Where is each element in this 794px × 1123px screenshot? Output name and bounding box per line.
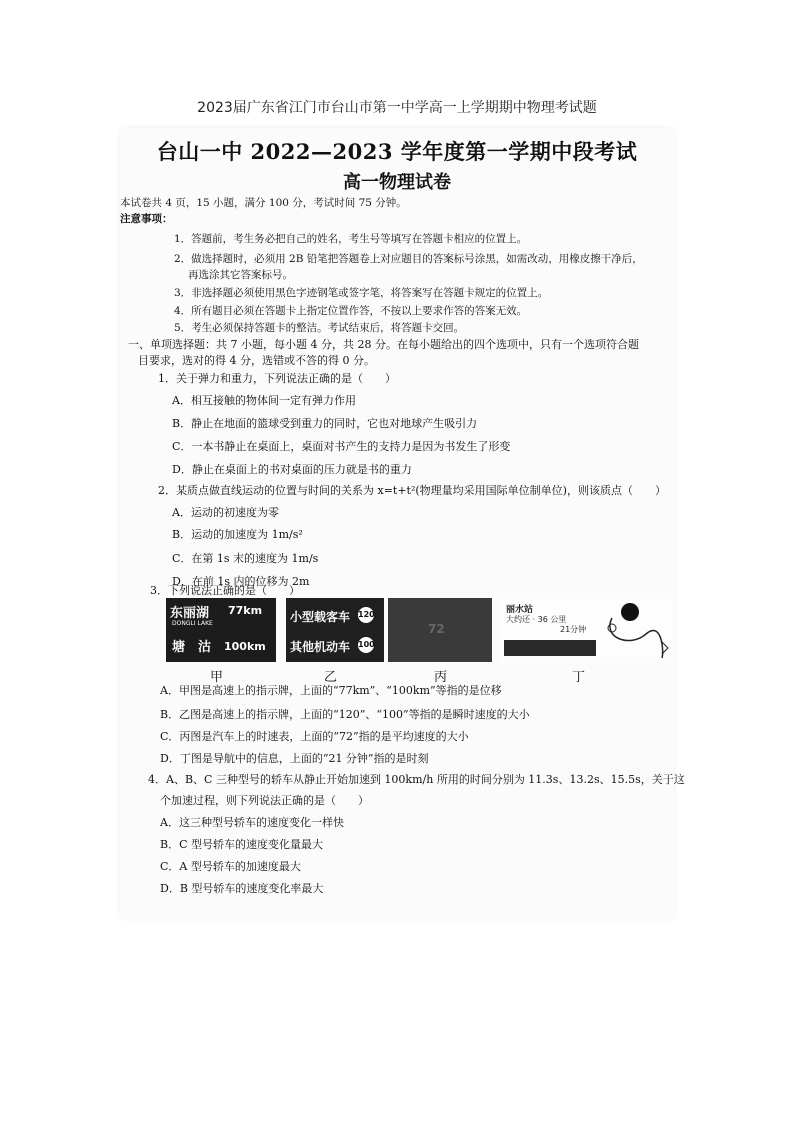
navigation-screenshot-ding: [500, 598, 672, 662]
note-item: 2．做选择题时，必须用 2B 铅笔把答题卷上对应题目的答案标号涂黑，如需改动，用橡皮擦干净后，: [174, 253, 643, 265]
speed-limit-circle: 120: [358, 607, 374, 623]
question-1-stem: 1．关于弹力和重力，下列说法正确的是（ ）: [158, 372, 396, 385]
q4-option-b: B．C 型号轿车的速度变化量最大: [160, 838, 323, 851]
q2-option-a: A．运动的初速度为零: [172, 506, 279, 519]
q3-option-c: C．丙图是汽车上的时速表，上面的“72”指的是平均速度的大小: [160, 730, 469, 743]
q3-option-a: A．甲图是高速上的指示牌，上面的“77km”、“100km”等指的是位移: [160, 684, 502, 697]
scanned-exam-page: [120, 128, 685, 918]
q1-option-d: D．静止在桌面上的书对桌面的压力就是书的重力: [172, 463, 412, 476]
photo-label-ding: 丁: [572, 670, 586, 685]
road-sign-photo-jia: [166, 598, 276, 662]
sign-text: 小型载客车: [290, 610, 351, 624]
nav-title: 丽水站: [506, 605, 534, 615]
sign-text: 100km: [224, 640, 266, 653]
note-item: 1．答题前，考生务必把自己的姓名，考生号等填写在答题卡相应的位置上。: [174, 233, 528, 245]
q1-option-a: A．相互接触的物体间一定有弹力作用: [172, 394, 356, 407]
q2-option-c: C．在第 1s 末的速度为 1m/s: [172, 552, 319, 565]
note-item: 再选涂其它答案标号。: [188, 269, 293, 281]
q4-option-a: A．这三种型号轿车的速度变化一样快: [160, 816, 344, 829]
q2-option-b: B．运动的加速度为 1m/s²: [172, 528, 303, 541]
sign-text: 其他机动车: [290, 640, 351, 654]
question-4-stem-cont: 个加速过程，则下列说法正确的是（ ）: [160, 794, 369, 807]
speed-limit-circle: 100: [358, 637, 374, 653]
q1-option-b: B．静止在地面的篮球受到重力的同时，它也对地球产生吸引力: [172, 417, 478, 430]
map-route-icon: [600, 598, 670, 662]
section-heading: 目要求，选对的得 4 分，选错或不答的得 0 分。: [138, 354, 375, 367]
exam-title: 台山一中 2022—2023 学年度第一学期中段考试: [156, 139, 638, 164]
photo-label-bing: 丙: [434, 670, 448, 685]
speed-limit-sign-photo-yi: [286, 598, 384, 662]
exam-subtitle: 高一物理试卷: [343, 172, 451, 193]
sign-text: 77km: [228, 604, 263, 617]
sign-text: 塘 沽: [172, 640, 212, 655]
document-title: 2023届广东省江门市台山市第一中学高一上学期期中物理考试题: [197, 100, 597, 116]
q1-option-c: C．一本书静止在桌面上，桌面对书产生的支持力是因为书发生了形变: [172, 440, 511, 453]
question-2-stem: 2．某质点做直线运动的位置与时间的关系为 x=t+t²(物理量均采用国际单位制单位)，则该质点（ ）: [158, 484, 666, 497]
question-4-stem: 4．A、B、C 三种型号的轿车从静止开始加速到 100km/h 所用的时间分别为 11.3s、13.2s、15.5s，关于这: [148, 773, 685, 786]
nav-time: 21分钟: [560, 625, 587, 634]
question-3-stem: 3．下列说法正确的是（ ）: [150, 584, 300, 597]
photo-label-yi: 乙: [324, 670, 338, 685]
note-item: 3．非选择题必须使用黑色字迹钢笔或签字笔，将答案写在答题卡规定的位置上。: [174, 287, 549, 299]
exam-intro: 本试卷共 4 页，15 小题，满分 100 分，考试时间 75 分钟。: [120, 197, 407, 209]
q3-option-d: D．丁图是导航中的信息，上面的“21 分钟”指的是时刻: [160, 752, 429, 765]
note-item: 4．所有题目必须在答题卡上指定位置作答，不按以上要求作答的答案无效。: [174, 305, 528, 317]
q2-option-d: D．在前 1s 内的位移为 2m: [172, 575, 310, 588]
q4-option-c: C．A 型号轿车的加速度最大: [160, 860, 301, 873]
q3-option-b: B．乙图是高速上的指示牌，上面的“120”、“100”等指的是瞬时速度的大小: [160, 708, 530, 721]
q4-option-d: D．B 型号轿车的速度变化率最大: [160, 882, 324, 895]
notes-heading: 注意事项：: [120, 213, 173, 225]
sign-text: 东丽湖: [170, 606, 210, 621]
photo-label-jia: 甲: [210, 670, 224, 685]
section-heading: 一、单项选择题：共 7 小题，每小题 4 分，共 28 分。在每小题给出的四个选项中，只有一个选项符合题: [128, 338, 639, 351]
nav-bar: [504, 640, 596, 656]
nav-distance: 大约还 · 36 公里: [506, 615, 567, 624]
sign-text: DONGLI LAKE: [172, 620, 213, 627]
speedometer-photo-bing: [388, 598, 492, 662]
note-item: 5．考生必须保持答题卡的整洁。考试结束后，将答题卡交回。: [174, 322, 465, 334]
speedometer-reading: 72: [428, 622, 445, 636]
